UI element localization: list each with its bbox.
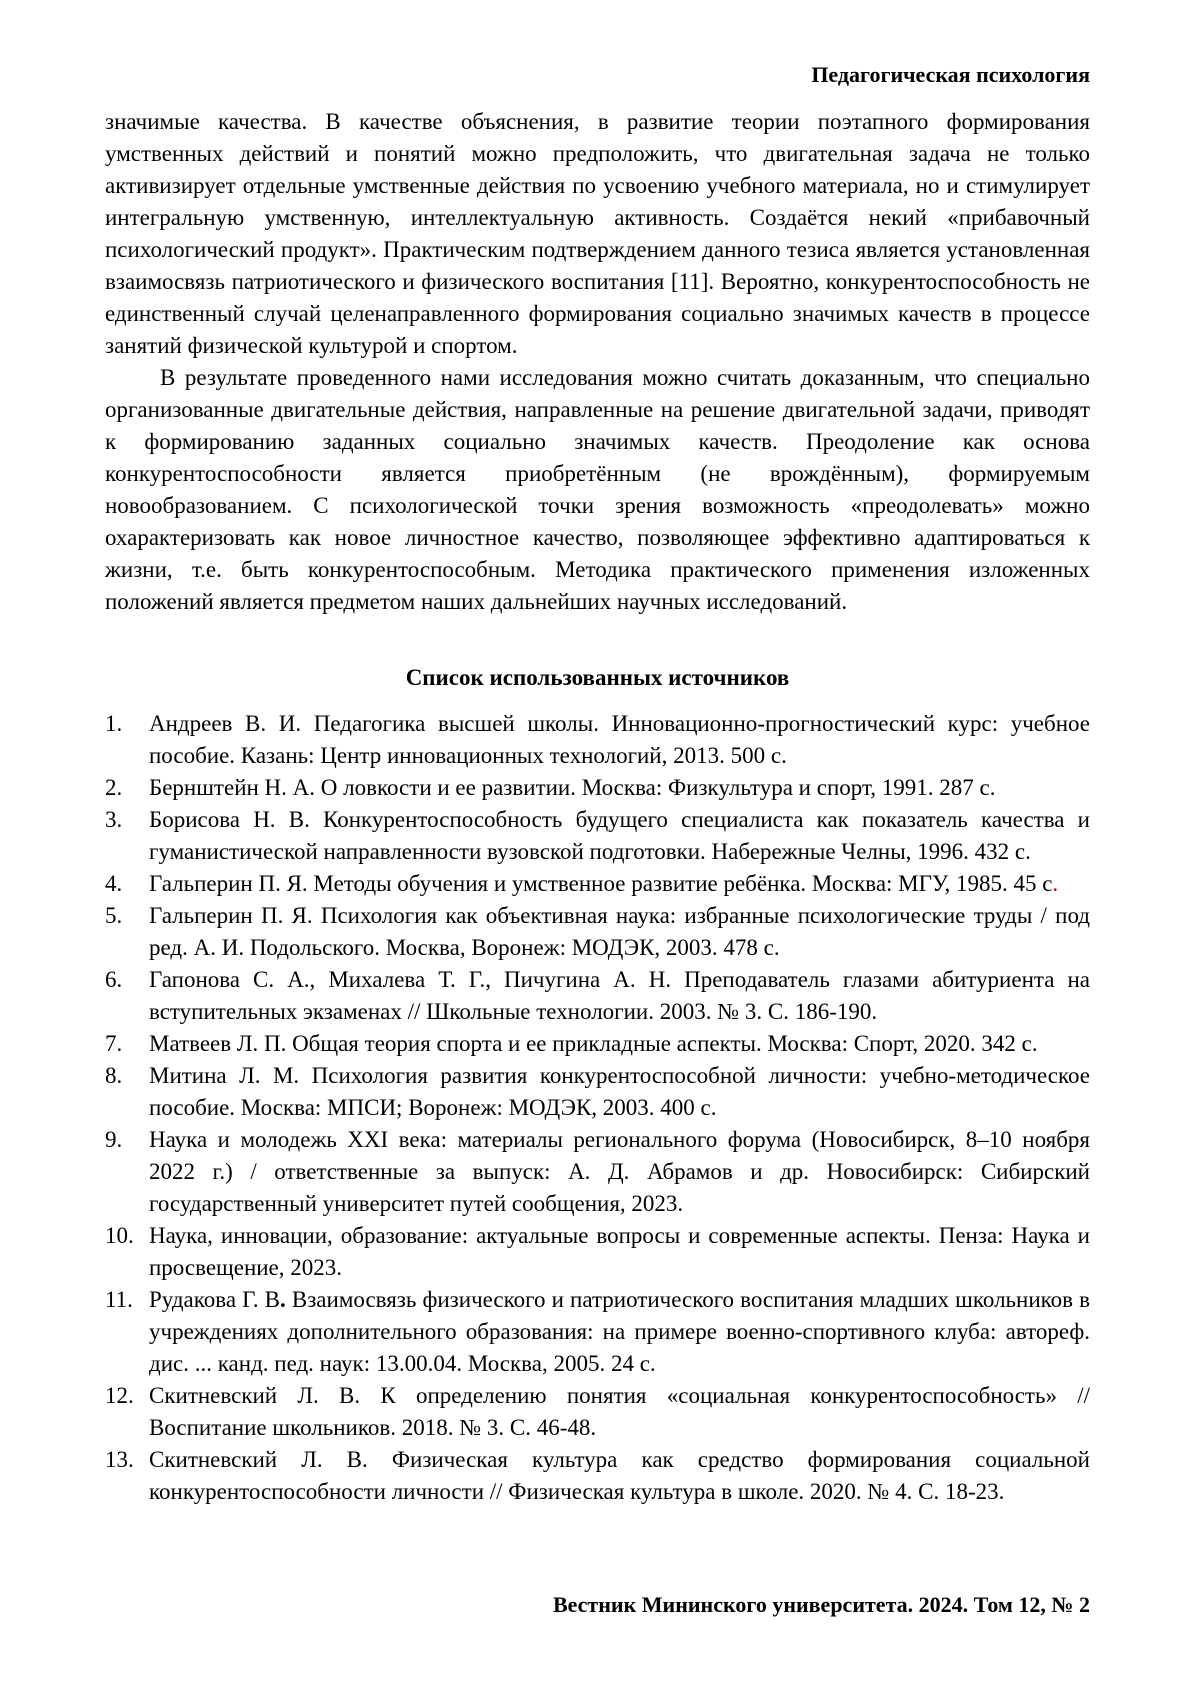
reference-number: 1.: [105, 711, 123, 736]
reference-number: 3.: [105, 807, 123, 832]
reference-text: Андреев В. И. Педагогика высшей школы. Инновационно-прогностический курс: учебное пособие. Казань: Центр инновационных технологий, 2013. 500 с.: [149, 711, 1090, 768]
references-heading: Список использованных источников: [405, 665, 790, 690]
reference-item: [105, 900, 1090, 964]
reference-text: Скитневский Л. В. К определению понятия «социальная конкурентоспособность» // Воспитание школьников. 2018. № 3. С. 46-48.: [149, 1383, 1090, 1440]
reference-item: [105, 772, 1090, 804]
reference-item: [105, 1444, 1090, 1508]
reference-text: Гальперин П. Я. Методы обучения и умственное развитие ребёнка. Москва: МГУ, 1985. 45 с.: [149, 871, 1059, 896]
reference-number: 10.: [105, 1223, 134, 1248]
reference-item: [105, 1028, 1090, 1060]
reference-number: 7.: [105, 1031, 123, 1056]
reference-number: 4.: [105, 871, 123, 896]
reference-number: 13.: [105, 1447, 134, 1472]
reference-item: [105, 1220, 1090, 1284]
reference-number: 9.: [105, 1127, 123, 1152]
reference-text: Митина Л. М. Психология развития конкурентоспособной личности: учебно-методическое пособие. Москва: МПСИ; Воронеж: МОДЭК, 2003. 400 с.: [149, 1063, 1090, 1120]
paragraph: значимые качества. В качестве объяснения, в развитие теории поэтапного формирования умственных действий и понятий можно предположить, что двигательная задача не только активизирует отдельные умственные действия по усвоению учебного материала, но и стимулирует интегральную умственную, интеллектуальную активность. Создаётся некий «прибавочный психологический продукт». Практическим подтверждением данного тезиса является установленная взаимосвязь патриотического и физического воспитания [11]. Вероятно, конкурентоспособность не единственный случай целенаправленного формирования социально значимых качеств в процессе занятий физической культурой и спортом.: [105, 109, 1090, 358]
reference-item: [105, 1380, 1090, 1444]
reference-number: 11.: [105, 1287, 133, 1312]
paragraph: В результате проведенного нами исследования можно считать доказанным, что специально организованные двигательные действия, направленные на решение двигательной задачи, приводят к формированию заданных социально значимых качеств. Преодоление как основа конкурентоспособности является приобретённым (не врождённым), формируемым новообразованием. С психологической точки зрения возможность «преодолевать» можно охарактеризовать как новое личностное качество, позволяющее эффективно адаптироваться к жизни, т.е. быть конкурентоспособным. Методика практического применения изложенных положений является предметом наших дальнейших научных исследований.: [105, 365, 1090, 614]
reference-item: [105, 964, 1090, 1028]
reference-number: 12.: [105, 1383, 134, 1408]
reference-number: 6.: [105, 967, 123, 992]
journal-footer: Вестник Мининского университета. 2024. Том 12, № 2: [552, 1592, 1090, 1617]
references-list: [105, 708, 1090, 1508]
reference-number: 8.: [105, 1063, 123, 1088]
reference-item: [105, 708, 1090, 772]
reference-text: Бернштейн Н. А. О ловкости и ее развитии. Москва: Физкультура и спорт, 1991. 287 с.: [149, 775, 996, 800]
reference-text: Гальперин П. Я. Психология как объективная наука: избранные психологические труды / под ред. А. И. Подольского. Москва, Воронеж: МОДЭК, 2003. 478 с.: [149, 903, 1090, 960]
running-head: Педагогическая психология: [811, 62, 1090, 87]
body-paragraphs: [105, 106, 1090, 618]
reference-number: 5.: [105, 903, 123, 928]
reference-item: [105, 1284, 1090, 1380]
reference-item: [105, 868, 1090, 900]
reference-text: Матвеев Л. П. Общая теория спорта и ее прикладные аспекты. Москва: Спорт, 2020. 342 с.: [149, 1031, 1038, 1056]
reference-number: 2.: [105, 775, 123, 800]
reference-item: [105, 1124, 1090, 1220]
reference-item: [105, 1060, 1090, 1124]
reference-text: Гапонова С. А., Михалева Т. Г., Пичугина А. Н. Преподаватель глазами абитуриента на вступительных экзаменах // Школьные технологии. 2003. № 3. С. 186-190.: [149, 967, 1090, 1024]
reference-text: Борисова Н. В. Конкурентоспособность будущего специалиста как показатель качества и гуманистической направленности вузовской подготовки. Набережные Челны, 1996. 432 с.: [149, 807, 1090, 864]
reference-text: Рудакова Г. В. Взаимосвязь физического и патриотического воспитания младших школьников в учреждениях дополнительного образования: на примере военно-спортивного клуба: автореф. дис. ... канд. пед. наук: 13.00.04. Москва, 2005. 24 с.: [149, 1287, 1090, 1376]
reference-text: Наука и молодежь XXI века: материалы регионального форума (Новосибирск, 8–10 ноября 2022 г.) / ответственные за выпуск: А. Д. Абрамов и др. Новосибирск: Сибирский государственный университет путей сообщения, 2023.: [149, 1127, 1090, 1216]
reference-text: Скитневский Л. В. Физическая культура как средство формирования социальной конкурентоспособности личности // Физическая культура в школе. 2020. № 4. С. 18-23.: [149, 1447, 1090, 1504]
reference-text: Наука, инновации, образование: актуальные вопросы и современные аспекты. Пенза: Наука и просвещение, 2023.: [149, 1223, 1090, 1280]
reference-item: [105, 804, 1090, 868]
